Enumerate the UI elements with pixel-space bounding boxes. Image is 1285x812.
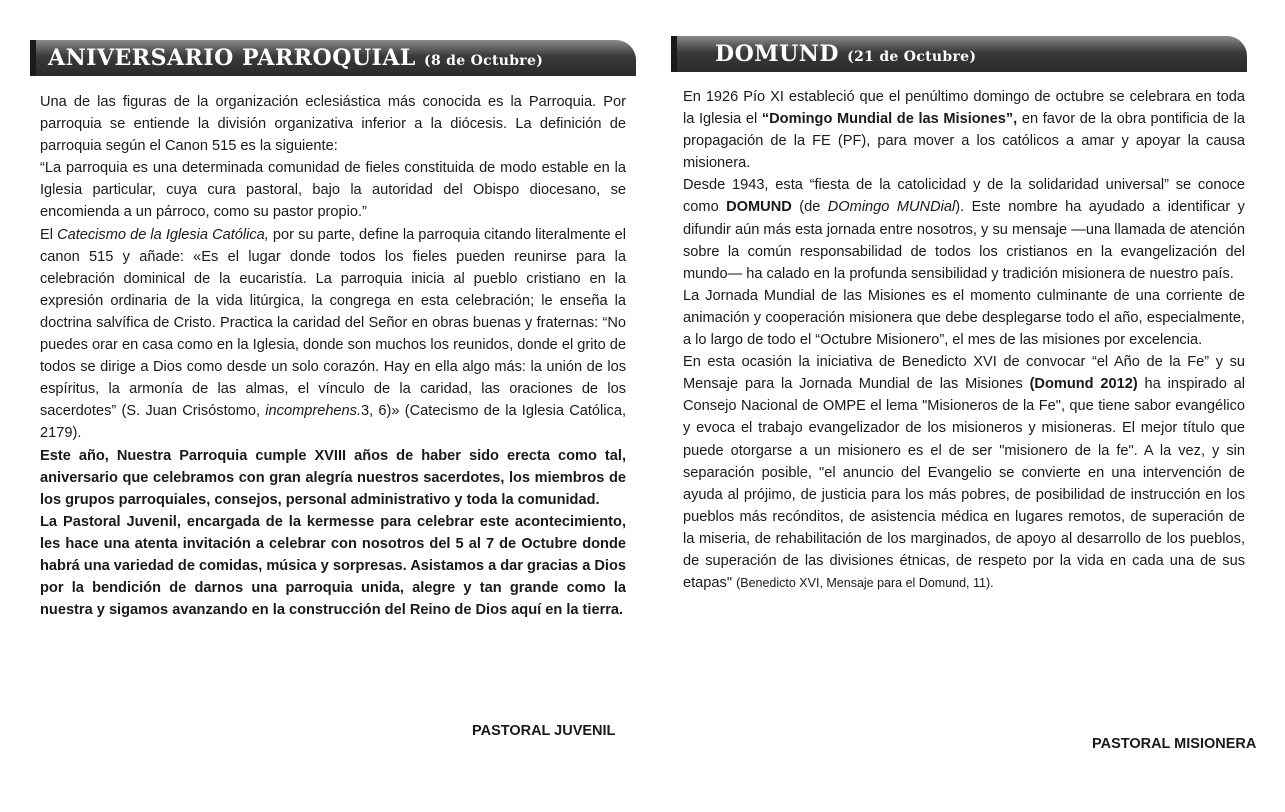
article-domund [683,86,1245,594]
bold-run: “Domingo Mundial de las Misiones”, [761,111,1018,128]
paragraph-bold: Este año, Nuestra Parroquia cumple XVIII años de haber sido erecta como tal, aniversario que celebramos con gran alegría nuestros sacerdotes, los miembros de los grupos parroquiales, consejos, personal administrativo y toda la comunidad. [40,447,626,508]
text-run: (de [791,199,828,216]
italic-run: Catecismo de la Iglesia Católica, [57,226,269,243]
paragraph: La Jornada Mundial de las Misiones es el momento culminante de una corriente de animación y cooperación misionera que debe desplegarse todo el año, especialmente, a lo largo de todo el “Octubre Misionero”, el mes de las misiones por excelencia. [683,287,1245,349]
text-run: 3, 6)» (Catecismo de la Iglesia Católica, 2179). [40,403,626,442]
signature-pastoral-misionera: PASTORAL MISIONERA [1092,736,1257,752]
text-run: en favor de la obra pontificia de la propagación de la FE (PF), para mover a los católicos a amar y apoyar la causa misionera. [683,111,1245,172]
header-banner-domund [673,36,1247,72]
text-run: El [40,226,58,243]
title-date: (21 de Octubre) [847,49,977,65]
paragraph [683,351,1245,594]
title-text: ANIVERSARIO PARROQUIAL [48,45,416,71]
article-aniversario [40,91,626,621]
signature-pastoral-juvenil: PASTORAL JUVENIL [472,723,616,739]
paragraph: “La parroquia es una determinada comunidad de fieles constituida de modo estable en la Iglesia particular, cuya cura pastoral, bajo la autoridad del Obispo diocesano, se encomienda a un párroco, como su pastor propio.” [40,160,626,221]
section-title-aniversario [48,45,543,71]
bold-run: DOMUND [726,199,792,216]
italic-run: DOmingo MUNDial [827,199,956,216]
italic-run: incomprehens. [265,403,362,420]
text-run: En esta ocasión la iniciativa de Benedicto XVI de convocar “el Año de la Fe” y su Mensaje para la Jornada Mundial de las Misiones [683,354,1245,393]
paragraph-bold: La Pastoral Juvenil, encargada de la kermesse para celebrar este acontecimiento, les hace una atenta invitación a celebrar con nosotros del 5 al 7 de Octubre donde habrá una variedad de comidas, música y sorpresas. Asistamos a dar gracias a Dios por la bendición de darnos una parroquia unida, alegre y tan grande como la nuestra y sigamos avanzando en la construcción del Reino de Dios aquí en la tierra. [40,513,626,619]
header-banner-aniversario [32,40,636,76]
text-run: por su parte, define la parroquia citando literalmente el canon 515 y añade: «Es el lugar donde todos los fieles pueden reunirse para la celebración dominical de la eucaristía. La parroquia inicia al pueblo cristiano en la expresión ordinaria de la vida litúrgica, la congrega en esta celebración; le enseña la doctrina salvífica de Cristo. Practica la caridad del Señor en obras buenas y fraternas: “No puedes orar en casa como en la Iglesia, donde son muchos los reunidos, donde el grito de todos se dirige a Dios como desde un solo corazón. Hay en ella algo más: la unión de los espíritus, la armonía de las almas, el vínculo de la caridad, las oraciones de los sacerdotes” (S. Juan Crisóstomo, [40,226,626,420]
text-run: ha inspirado al Consejo Nacional de OMPE el lema "Misioneros de la Fe", que tiene sabor evangélico y evoca el trabajo evangelizador de los misioneros y misioneras. El mejor título que puede otorgarse a un misionero es el de ser "misionero de la fe". A la vez, y sin separación posible, "el anuncio del Evangelio se convierte en una intervención de ayuda al prójimo, de justicia para los más pobres, de posibilidad de instrucción en los pueblos más recónditos, de asistencia médica en lugares remotos, de superación de la miseria, de rehabilitación de los marginados, de apoyo al desarrollo de los pueblos, de superación de las divisiones étnicas, de respeto por la vida en cada una de sus etapas" [683,376,1245,592]
title-text: DOMUND [715,41,839,67]
bold-run: (Domund 2012) [1029,376,1138,393]
section-title-domund [715,41,976,67]
citation: (Benedicto XVI, Mensaje para el Domund, 11). [736,576,994,591]
paragraph [683,86,1245,174]
text-run: En 1926 Pío XI estableció que el penúltimo domingo de octubre se celebrara en toda la Iglesia el [683,89,1245,128]
text-run: Desde 1943, esta “fiesta de la catolicidad y de la solidaridad universal” se conoce como [683,177,1245,216]
title-date: (8 de Octubre) [424,53,544,69]
paragraph: Una de las figuras de la organización eclesiástica más conocida es la Parroquia. Por parroquia se entiende la división organizativa inferior a la diócesis. La definición de parroquia según el Canon 515 es la siguiente: [40,94,626,155]
text-run: ). Este nombre ha ayudado a identificar y difundir aún más esta jornada entre nosotros, y su mensaje —una llamada de atención sobre la común responsabilidad de todos los cristianos en la evangelización del mundo— ha calado en la profunda sensibilidad y tradición misionera de nuestro país. [683,199,1245,282]
paragraph [40,224,626,445]
paragraph [683,174,1245,284]
